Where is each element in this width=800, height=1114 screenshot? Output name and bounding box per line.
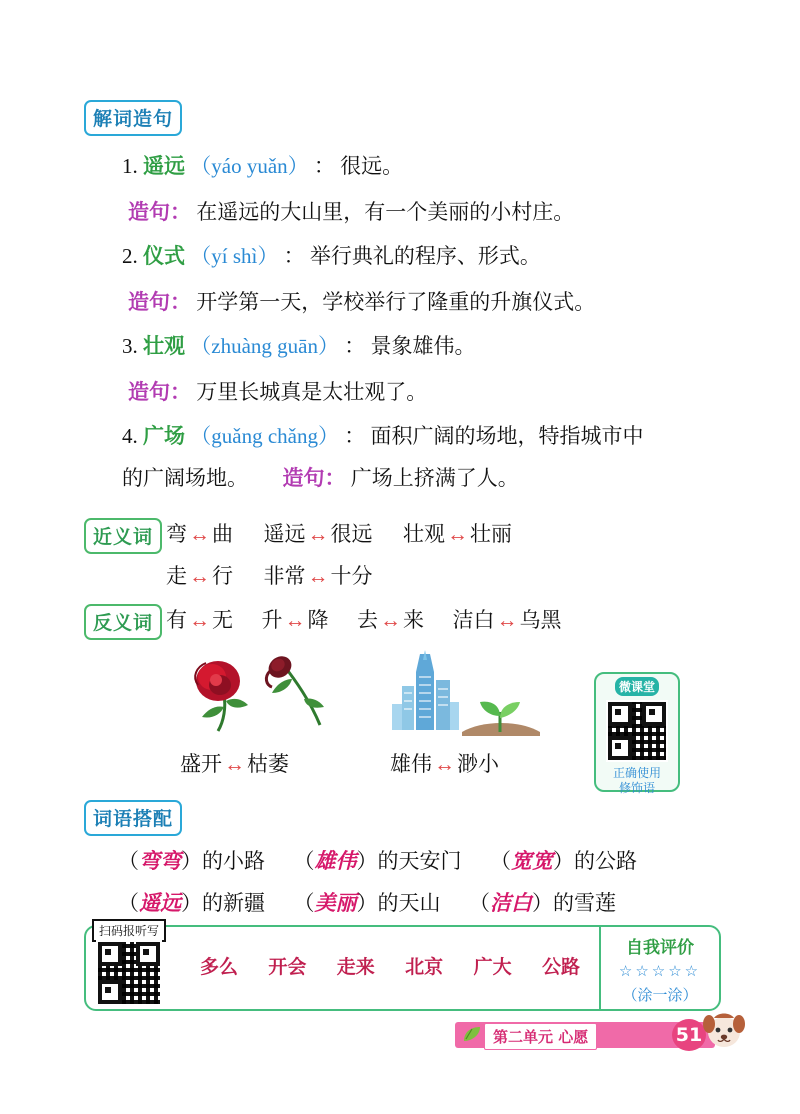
sentence-label: 造句： (128, 290, 191, 314)
section-title-vocab (84, 100, 182, 136)
entry-definition: 很远。 (340, 154, 404, 178)
synonym-a: 非常 (263, 564, 306, 588)
dictation-word: 多么 (200, 956, 239, 978)
withered-rose-image (262, 655, 348, 733)
entry-number: 4. (122, 424, 138, 448)
arrow-icon: ↔ (189, 608, 210, 632)
arrow-icon: ↔ (307, 564, 329, 588)
collocation-title-pill: 词语搭配 (84, 800, 182, 836)
antonym-b: 降 (307, 608, 329, 632)
antonym-a: 有 (166, 608, 187, 632)
entry-number: 3. (122, 334, 138, 358)
entry-definition: 举行典礼的程序、形式。 (309, 244, 541, 268)
entry-colon: ： (313, 154, 335, 178)
collocation-tail: 的新疆 (202, 891, 265, 915)
dictation-word: 北京 (405, 956, 444, 978)
collocation-fill: 洁白 (490, 891, 532, 915)
collocation-tail: 的小路 (202, 849, 265, 873)
collocation-fill: 遥远 (139, 891, 181, 915)
scan-dictation-label: 扫码报听写 (92, 919, 166, 942)
entry-word: 壮观 (143, 334, 185, 358)
sentence-label: 造句： (282, 466, 346, 490)
entry-number: 2. (122, 244, 138, 268)
entry-definition-cont: 的广阔场地。 (122, 466, 248, 490)
section-title-antonym (84, 604, 162, 640)
vocab-sentence-1 (128, 196, 574, 226)
synonym-line-2 (166, 560, 373, 590)
self-eval-stars[interactable]: ☆☆☆☆☆ (618, 964, 702, 980)
dictation-word: 广大 (473, 956, 512, 978)
antonym-a: 雄伟 (390, 752, 432, 776)
synonym-line-1 (166, 518, 512, 548)
entry-colon: ： (344, 424, 366, 448)
vocab-sentence-3 (128, 376, 427, 406)
micro-class-box[interactable] (594, 672, 680, 795)
arrow-icon: ↔ (284, 608, 306, 632)
synonym-b: 壮丽 (470, 522, 512, 546)
self-eval-title: 自我评价 (626, 938, 694, 957)
antonym-line (166, 604, 562, 634)
antonym-b: 来 (403, 608, 424, 632)
sentence-text: 在遥远的大山里，有一个美丽的小村庄。 (196, 200, 575, 224)
antonym-a: 升 (261, 608, 283, 632)
arrow-icon: ↔ (189, 564, 210, 588)
collocation-tail: 的雪莲 (553, 891, 616, 915)
collocation-fill: 雄伟 (314, 849, 357, 873)
vocab-entry-2 (122, 240, 541, 270)
entry-word: 遥远 (143, 154, 185, 178)
collocation-tail: 的天安门 (377, 849, 462, 873)
arrow-icon: ↔ (224, 752, 245, 776)
synonym-b: 很远 (330, 522, 373, 546)
sentence-text: 万里长城真是太壮观了。 (196, 380, 428, 404)
arrow-icon: ↔ (380, 608, 401, 632)
entry-colon: ： (344, 334, 366, 358)
arrow-icon: ↔ (434, 752, 455, 776)
antonym-b: 无 (212, 608, 233, 632)
collocation-fill: 宽宽 (511, 849, 553, 873)
synonym-a: 遥远 (263, 522, 306, 546)
vocab-entry-4 (122, 420, 643, 450)
vocab-entry-3 (122, 330, 475, 360)
blooming-rose-image (172, 655, 258, 733)
dictation-qr-code[interactable] (96, 940, 162, 1006)
entry-number: 1. (122, 154, 138, 178)
micro-class-caption-1: 正确使用 (612, 766, 661, 780)
synonym-title-pill: 近义词 (84, 518, 162, 554)
antonym-title-pill: 反义词 (84, 604, 162, 640)
synonym-b: 曲 (212, 522, 233, 546)
dictation-word: 走来 (336, 956, 375, 978)
picture-antonym-1 (180, 748, 289, 778)
collocation-fill: 弯弯 (139, 849, 181, 873)
synonym-a: 弯 (166, 522, 187, 546)
arrow-icon: ↔ (496, 608, 518, 632)
sentence-text: 开学第一天，学校举行了隆重的升旗仪式。 (196, 290, 596, 314)
entry-word: 仪式 (143, 244, 185, 268)
collocation-row-2: （遥远）的新疆 （美丽）的天山 （洁白）的雪莲 (118, 891, 616, 915)
picture-antonym-2 (390, 748, 499, 778)
section-title-synonym (84, 518, 162, 554)
antonym-a: 洁白 (452, 608, 495, 632)
antonym-b: 乌黑 (519, 608, 562, 632)
leaf-icon (462, 1025, 482, 1043)
sentence-text: 广场上挤满了人。 (350, 466, 519, 490)
vocab-sentence-2 (128, 286, 595, 316)
synonym-b: 行 (212, 564, 233, 588)
arrow-icon: ↔ (447, 522, 468, 546)
synonym-a: 壮观 (403, 522, 445, 546)
entry-pinyin: （yí shì） (190, 244, 279, 268)
entry-word: 广场 (143, 424, 185, 448)
sentence-label: 造句： (128, 380, 191, 404)
entry-definition: 景象雄伟。 (370, 334, 476, 358)
dictation-word: 开会 (268, 956, 307, 978)
entry-pinyin: （guǎng chǎng） (190, 424, 339, 448)
antonym-a: 去 (357, 608, 378, 632)
synonym-a: 走 (166, 564, 187, 588)
entry-definition: 面积广阔的场地，特指城市中 (370, 424, 644, 448)
antonym-a: 盛开 (180, 752, 222, 776)
arrow-icon: ↔ (189, 522, 210, 546)
vocab-title-pill: 解词造句 (84, 100, 182, 136)
collocation-row-1: （弯弯）的小路 （雄伟）的天安门 （宽宽）的公路 (118, 849, 637, 873)
micro-class-qr-code[interactable] (606, 700, 668, 762)
sentence-label: 造句： (128, 200, 191, 224)
dog-mascot-icon (700, 1008, 748, 1052)
antonym-b: 枯萎 (247, 752, 289, 776)
vocab-entry-1 (122, 150, 403, 180)
collocation-tail: 的公路 (574, 849, 637, 873)
section-title-collocation (84, 800, 182, 836)
dictation-word: 公路 (541, 956, 580, 978)
micro-class-caption-2: 修饰语 (618, 781, 655, 795)
vocab-entry-4-cont (122, 462, 519, 492)
entry-pinyin: （zhuàng guān） (190, 334, 339, 358)
antonym-b: 渺小 (457, 752, 499, 776)
collocation-fill: 美丽 (314, 891, 357, 915)
sprout-image (462, 690, 540, 736)
self-evaluation-panel[interactable] (599, 927, 719, 1009)
synonym-b: 十分 (330, 564, 373, 588)
entry-pinyin: （yáo yuǎn） (190, 154, 309, 178)
entry-colon: ： (283, 244, 305, 268)
dictation-word-list (200, 952, 580, 979)
self-eval-paint-hint: （涂一涂） (622, 988, 698, 1004)
arrow-icon: ↔ (307, 522, 329, 546)
micro-class-badge: 微课堂 (615, 677, 659, 696)
collocation-tail: 的天山 (377, 891, 441, 915)
skyscraper-image (390, 650, 460, 734)
page-number: 51 (672, 1019, 706, 1051)
footer-unit-label: 第二单元 心愿 (484, 1023, 597, 1050)
